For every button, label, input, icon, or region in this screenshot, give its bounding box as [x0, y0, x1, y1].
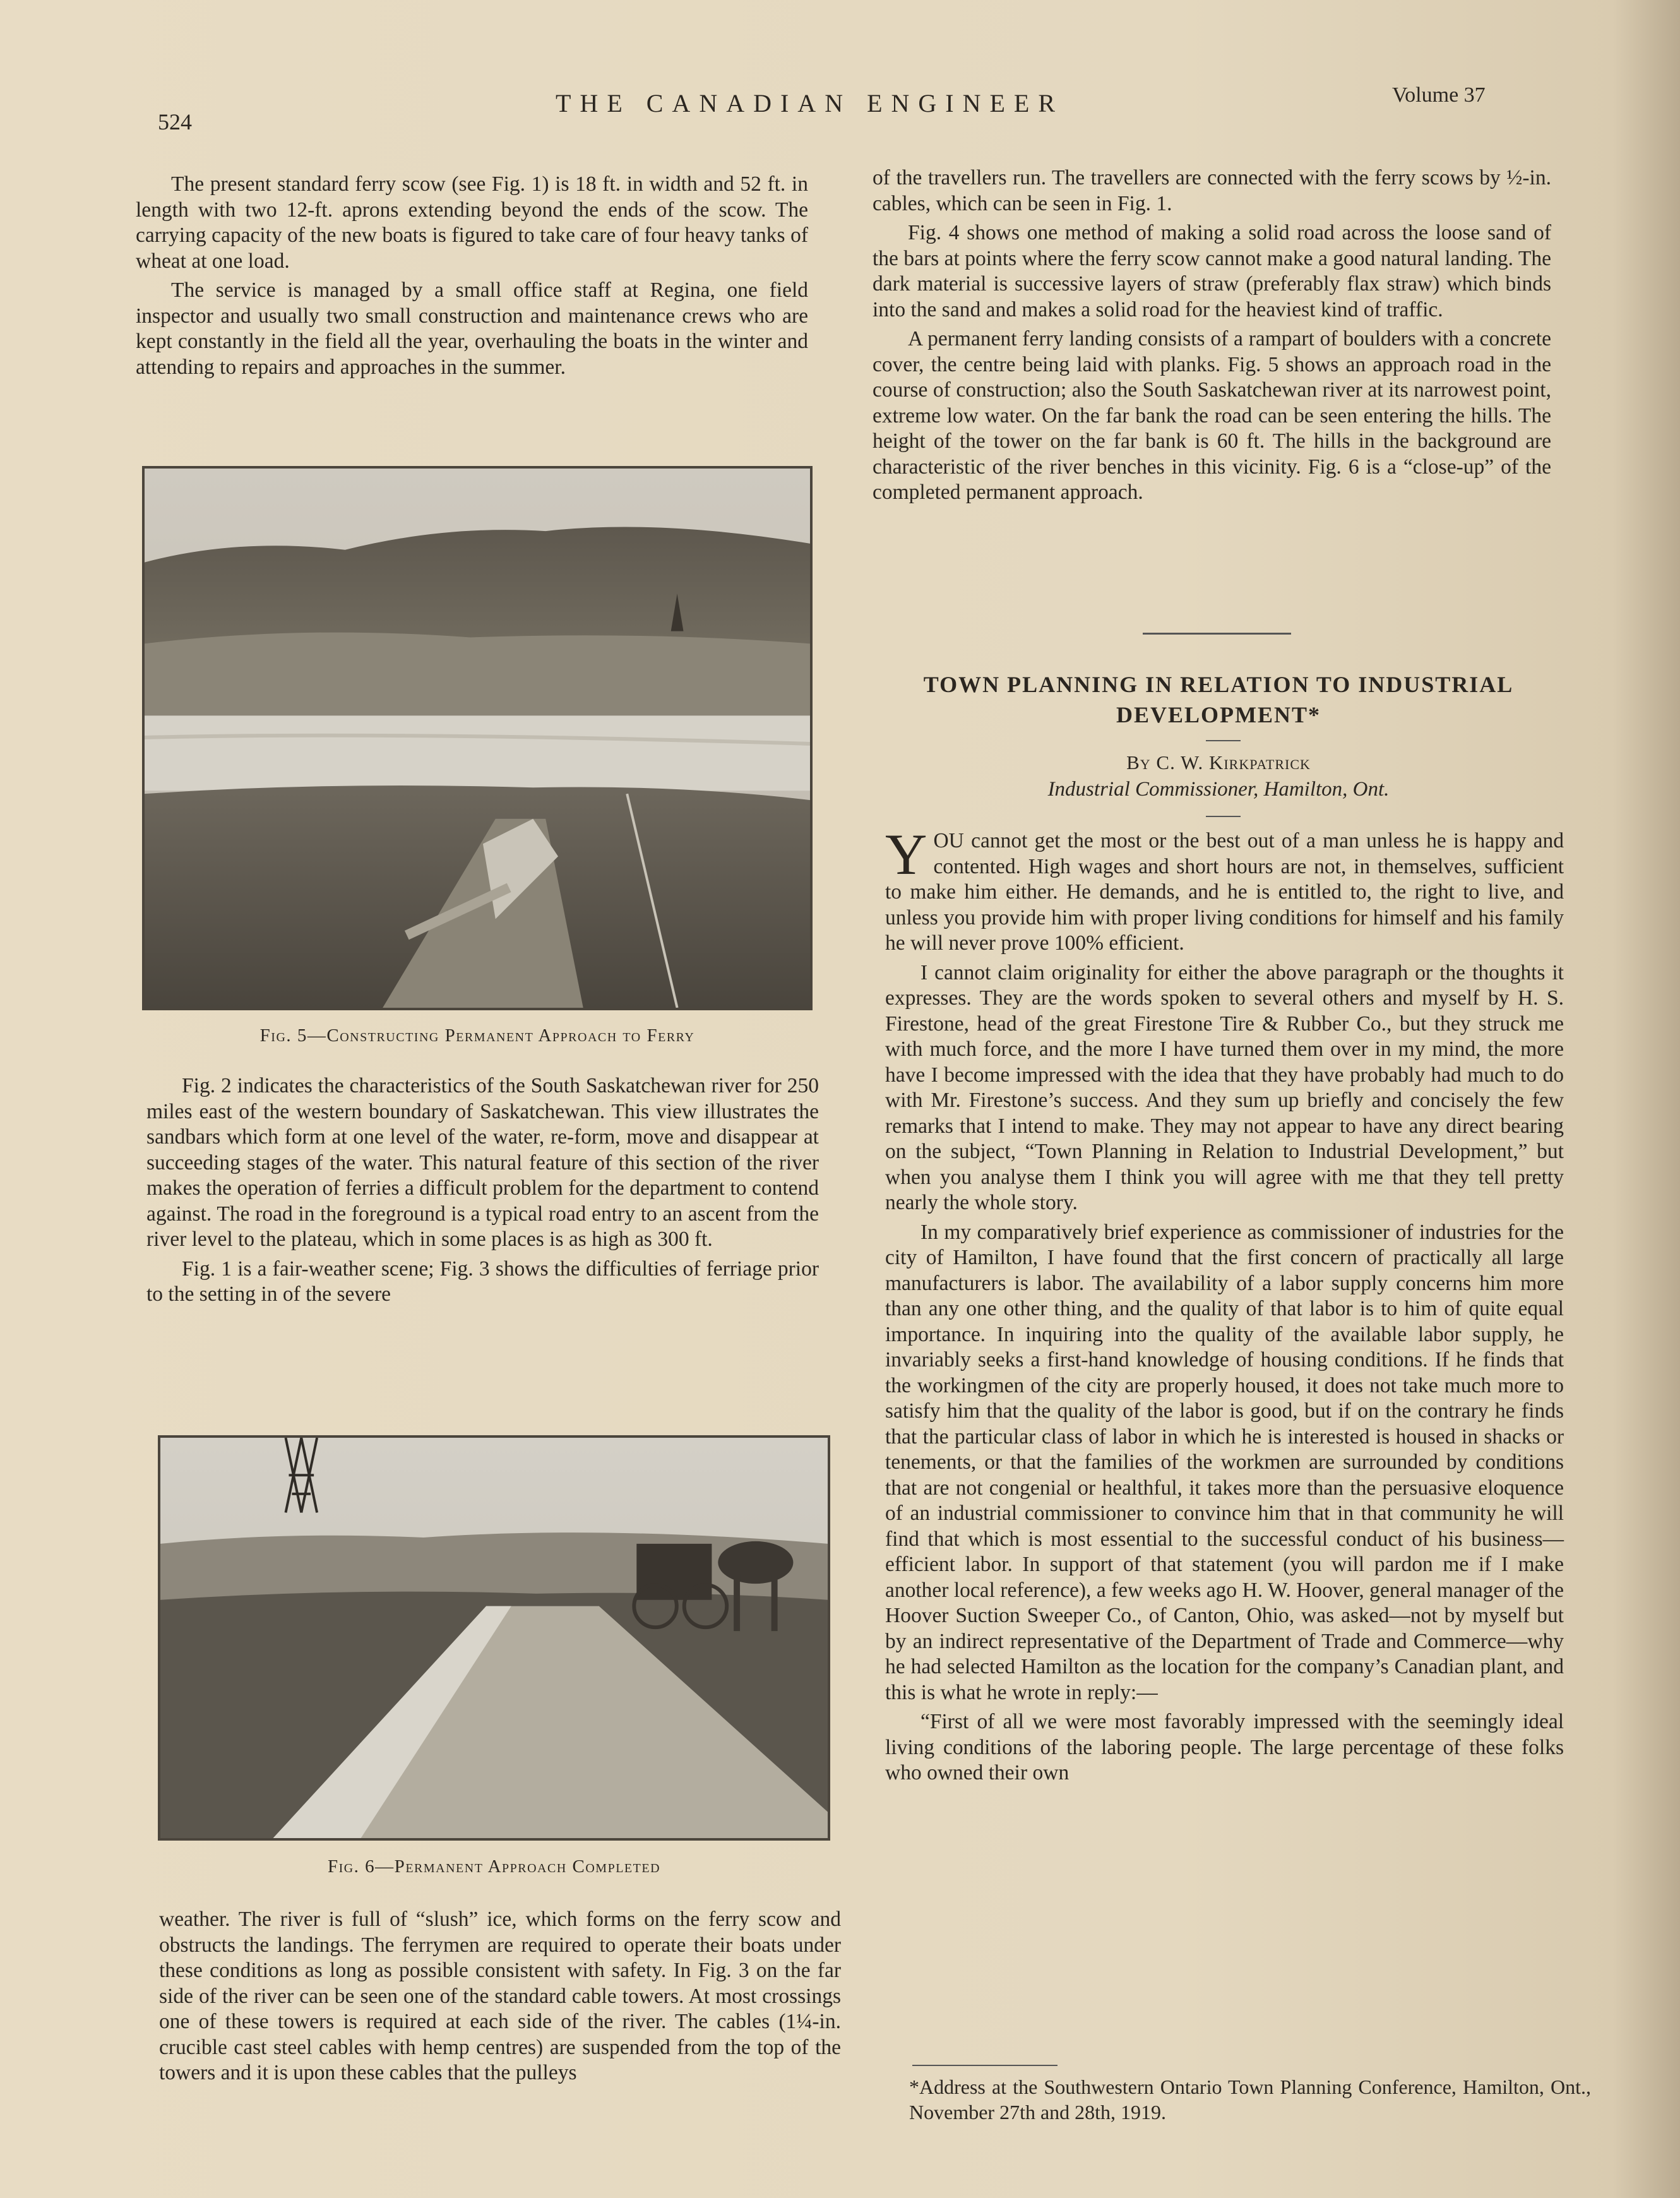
ferry-approach-construction-image [145, 469, 810, 1008]
journal-title: THE CANADIAN ENGINEER [556, 89, 1064, 117]
paragraph: I cannot claim originality for either the above paragraph or the thoughts it expresses. They are the words spoken to several others and myself by H. S. Firestone, head of the great Firestone Tire & Rubber Co., but they struck me with much force, and the more I have turned them over in my mind, the more have I become impressed with the idea that they have probably had much to do with Mr. Firestone’s success. And they sum up briefly and concisely the few remarks that I intend to make. They may not appear to have any direct bearing on the subject, “Town Planning in Relation to Industrial Development,” but when you analyse them I think you will agree with me that they tell pretty nearly the whole story. [885, 960, 1564, 1214]
paragraph-text: OU cannot get the most or the best out of a man unless he is happy and contented. High wages and short hours are not, in themselves, sufficient to make him either. He demands, and he is entitled to, the right to live, and unless you provide him with proper living conditions for himself and his family he will never prove 100% efficient. [885, 829, 1564, 955]
left-column-bottom [159, 1907, 841, 2090]
paragraph: Fig. 1 is a fair-weather scene; Fig. 3 shows the difficulties of ferriage prior to the setting in of the severe [146, 1257, 819, 1306]
article-byline: By C. W. Kirkpatrick [1126, 751, 1311, 773]
title-rule [1206, 740, 1241, 741]
volume-label: Volume 37 [1392, 83, 1486, 107]
paragraph: The service is managed by a small office staff at Regina, one field inspector and usually two small construction and maintenance crews who are kept constantly in the field all the year, overhauling the boats in the winter and attending to repairs and approaches in the summer. [136, 278, 808, 379]
footnote: *Address at the Southwestern Ontario Town Planning Conference, Hamilton, Ont., November 27th and 28th, 1919. [909, 2076, 1591, 2123]
paragraph: A permanent ferry landing consists of a rampart of boulders with a concrete cover, the centre being laid with planks. Fig. 5 shows an approach road in the course of construction; also the South Saskatchewan river at its narrowest point, extreme low water. On the far bank the road can be seen entering the hills. The height of the tower on the far bank is 60 ft. The hills in the background are characteristic of the river benches in this vicinity. Fig. 6 is a “close-up” of the completed permanent approach. [873, 327, 1551, 504]
paragraph: Fig. 2 indicates the characteristics of the South Saskatchewan river for 250 miles east of the western boundary of Saskatchewan. This view illustrates the sandbars which form at one level of the water, re-form, move and disappear at succeeding stages of the water. This natural feature of this section of the river makes the operation of ferries a difficult problem for the department to contend against. The road in the foreground is a typical road entry to an ascent from the river level to the plateau, which in some places is as high as 300 ft. [146, 1074, 819, 1251]
author-affiliation: Industrial Commissioner, Hamilton, Ont. [1047, 778, 1390, 801]
right-column-top [873, 165, 1551, 510]
article-title: TOWN PLANNING IN RELATION TO INDUSTRIAL DEVELOPMENT* [923, 672, 1514, 727]
paragraph: weather. The river is full of “slush” ice, which forms on the ferry scow and obstructs the landings. The ferrymen are required to operate their boats under these conditions as long as possible consistent with safety. In Fig. 3 on the far side of the river can be seen one of the standard cable towers. At most crossings one of these towers is required at each side of the river. The cables (1¼-in. crucible cast steel cables with hemp centres) are suspended from the top of the towers and it is upon these cables that the pulleys [159, 1908, 841, 2084]
quotation: “First of all we were most favorably impressed with the seemingly ideal living conditions of the laboring people. The large percentage of these folks who owned their own [885, 1710, 1564, 1784]
footnote-rule [912, 2065, 1057, 2066]
paragraph [885, 822, 1564, 957]
figure-6-caption: Fig. 6—Permanent Approach Completed [327, 1856, 661, 1877]
section-divider [1143, 633, 1291, 635]
left-column-top [136, 172, 808, 384]
figure-5-photo [142, 466, 813, 1010]
drop-cap: Y [885, 822, 927, 887]
figure-6-photo [158, 1435, 830, 1841]
left-column-middle [146, 1073, 819, 1311]
paragraph: In my comparatively brief experience as commissioner of industries for the city of Hamilton, I have found that the first concern of practically all large manufacturers is labor. The availability of a labor supply concerns him more than any one other thing, and the quality of that labor is to him of quite equal importance. In inquiring into the quality of the available labor supply, he invariably seeks a first-hand knowledge of housing conditions. If he finds that the workingmen of the city are properly housed, it does not take much more to satisfy him that the quality of the labor is good, but if on the contrary he finds that the particular class of labor in which he is interested is housed in shacks or tenements, or that the families of the workmen are surrounded by conditions that are not congenial or healthful, it takes more than the persuasive eloquence of an industrial commissioner to convince him that in that community he will find that which is most essential to the successful conduct of his business—efficient labor. In support of that statement (you will pardon me if I make another local reference), a few weeks ago H. W. Hoover, general manager of the Hoover Suction Sweeper Co., of Canton, Ohio, was asked—not by myself but by an indirect representative of the Department of Trade and Commerce—why he had selected Hamilton as the location for the company’s Canadian plant, and this is what he wrote in reply:— [885, 1220, 1564, 1704]
figure-5-caption: Fig. 5—Constructing Permanent Approach to Ferry [259, 1025, 695, 1046]
paragraph: Fig. 4 shows one method of making a solid road across the loose sand of the bars at points where the ferry scow cannot make a good natural landing. The dark material is successive layers of straw (preferably flax straw) which binds into the sand and makes a solid road for the heaviest kind of traffic. [873, 221, 1551, 321]
article-body [885, 822, 1564, 1790]
page-number: 524 [158, 109, 192, 134]
completed-approach-image [160, 1438, 828, 1838]
paragraph: The present standard ferry scow (see Fig. 1) is 18 ft. in width and 52 ft. in length with two 12-ft. aprons extending beyond the ends of the scow. The carrying capacity of the new boats is figured to take care of four heavy tanks of wheat at one load. [136, 172, 808, 273]
paragraph: of the travellers run. The travellers are connected with the ferry scows by ½-in. cables, which can be seen in Fig. 1. [873, 166, 1551, 215]
byline-rule [1206, 816, 1241, 817]
